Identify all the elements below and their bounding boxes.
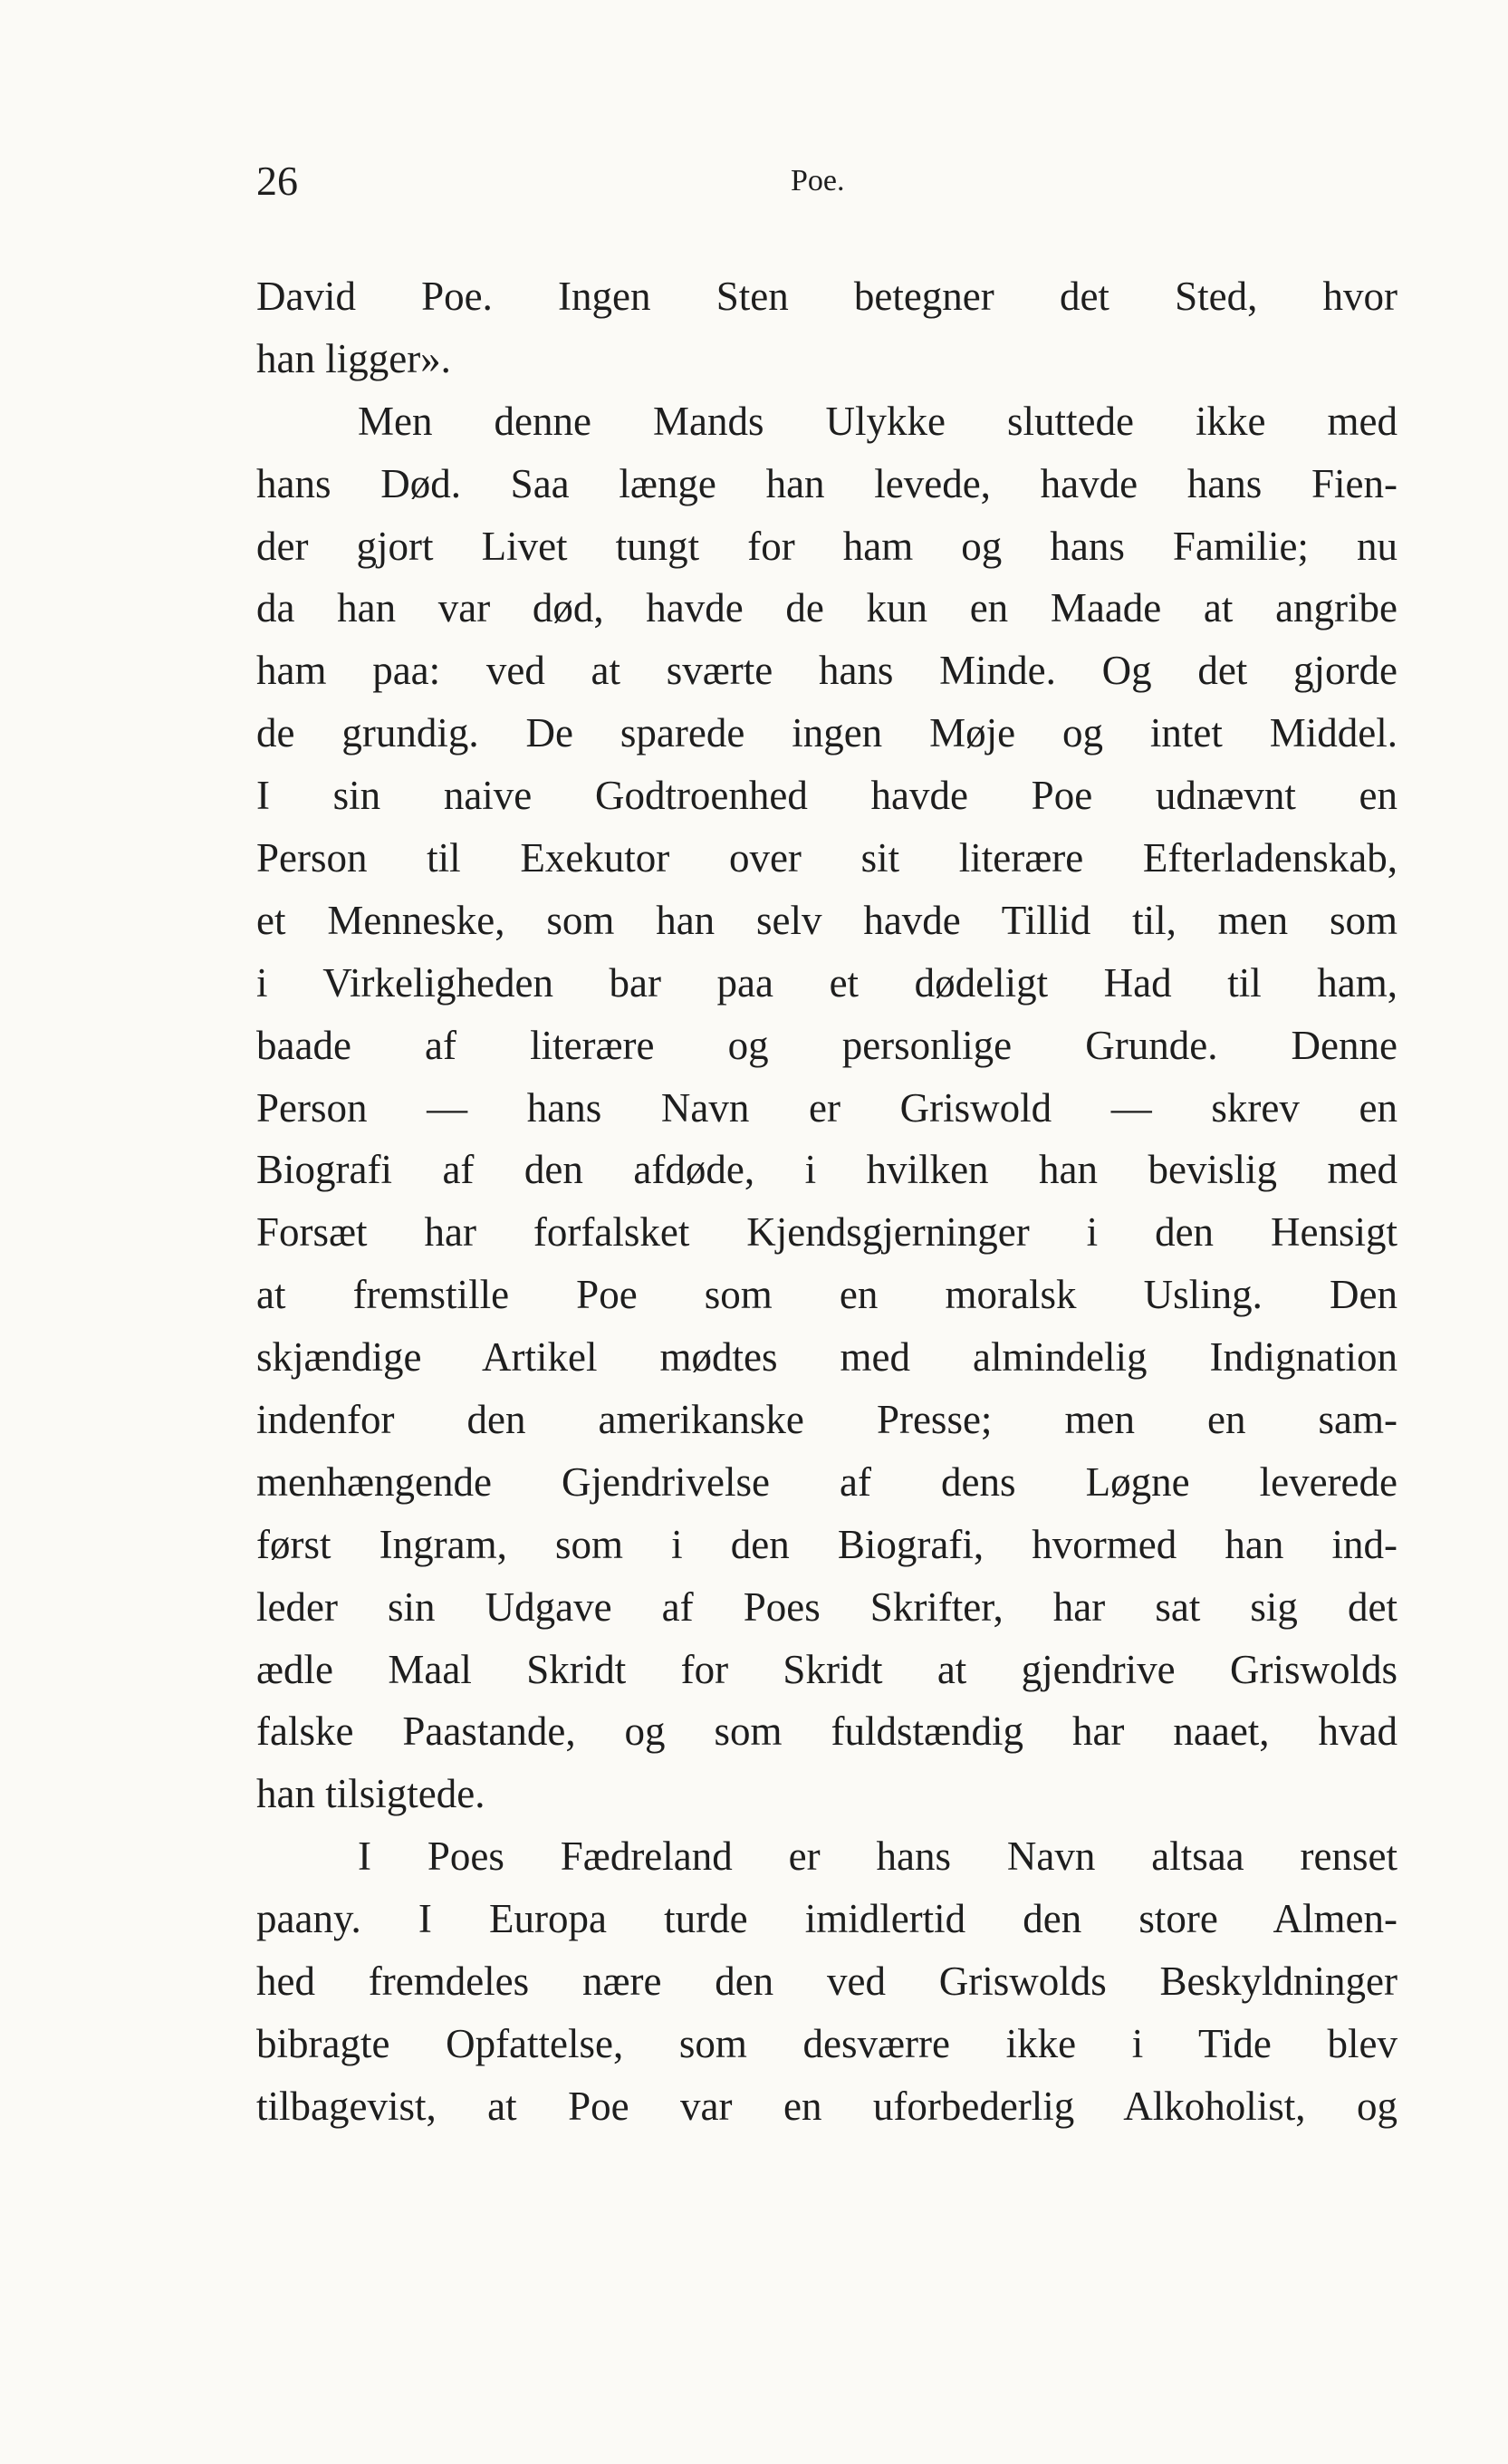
text-line: I Poes Fædreland er hans Navn altsaa renset (358, 1834, 1398, 1880)
text-line: Person til Exekutor over sit literære Efterladenskab, (256, 835, 1398, 881)
running-title: Poe. (791, 164, 845, 197)
body-text (256, 265, 1398, 2138)
text-line: Forsæt har forfalsket Kjendsgjerninger i den Hensigt (256, 1209, 1398, 1256)
text-line: han ligger». (256, 335, 451, 381)
text-line: først Ingram, som i den Biografi, hvormed han ind- (256, 1521, 1398, 1567)
text-line: hed fremdeles nære den ved Griswolds Beskyldninger (256, 1959, 1398, 2005)
text-line: baade af literære og personlige Grunde. Denne (256, 1022, 1398, 1068)
text-line: menhængende Gjendrivelse af dens Løgne leverede (256, 1458, 1398, 1505)
running-head (256, 154, 1398, 208)
text-line: ham paa: ved at sværte hans Minde. Og det gjorde (256, 648, 1398, 694)
text-line: at fremstille Poe som en moralsk Usling. Den (256, 1272, 1398, 1318)
text-line: da han var død, havde de kun en Maade at angribe (256, 585, 1398, 631)
text-line: I sin naive Godtroenhed havde Poe udnævnt en (256, 773, 1398, 819)
text-line: der gjort Livet tungt for ham og hans Familie; nu (256, 523, 1398, 569)
text-line: i Virkeligheden bar paa et dødeligt Had til ham, (256, 959, 1398, 1006)
text-line: leder sin Udgave af Poes Skrifter, har sat sig det (256, 1583, 1398, 1630)
text-line: Person — hans Navn er Griswold — skrev en (256, 1084, 1398, 1131)
text-line: hans Død. Saa længe han levede, havde hans Fien- (256, 460, 1398, 506)
text-line: indenfor den amerikanske Presse; men en sam- (256, 1397, 1398, 1443)
text-line: falske Paastande, og som fuldstændig har naaet, hvad (256, 1708, 1398, 1755)
text-line: paany. I Europa turde imidlertid den store Almen- (256, 1896, 1398, 1942)
text-line: skjændige Artikel mødtes med almindelig Indignation (256, 1334, 1398, 1381)
text-line: David Poe. Ingen Sten betegner det Sted, hvor (256, 274, 1398, 319)
text-line: bibragte Opfattelse, som desværre ikke i Tide blev (256, 2020, 1398, 2066)
text-line: ædle Maal Skridt for Skridt at gjendrive Griswolds (256, 1646, 1398, 1692)
text-line: han tilsigtede. (256, 1771, 485, 1817)
text-line: Biografi af den afdøde, i hvilken han bevislig med (256, 1147, 1398, 1193)
page-number: 26 (256, 158, 298, 204)
text-line: Men denne Mands Ulykke sluttede ikke med (358, 398, 1398, 444)
text-line: tilbagevist, at Poe var en uforbederlig Alkoholist, og (256, 2083, 1398, 2129)
text-line: de grundig. De sparede ingen Møje og intet Middel. (256, 710, 1398, 756)
text-line: et Menneske, som han selv havde Tillid til, men som (256, 897, 1398, 943)
